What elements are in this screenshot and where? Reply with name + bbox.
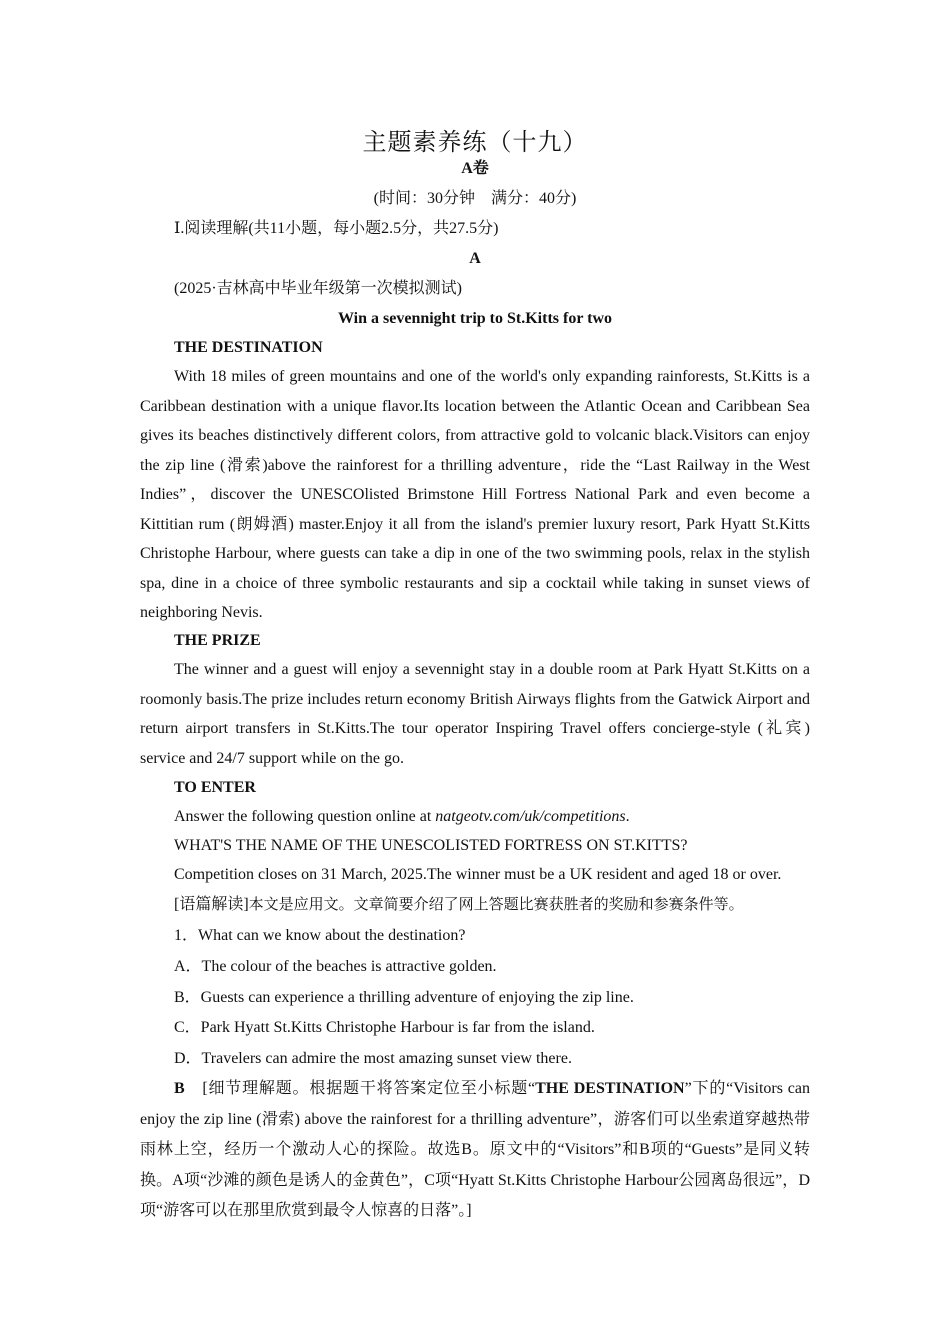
destination-paragraph (140, 362, 810, 628)
answer-explanation (140, 1074, 810, 1227)
option-d: D．Travelers can admire the most amazing sunset view there. (174, 1050, 572, 1067)
section-heading-note: (共11小题，每小题2.5分，共27.5分) (248, 220, 499, 237)
page-title: 主题素养练（十九） (362, 128, 588, 156)
part-label: A (469, 250, 481, 267)
question-stem: 1．What can we know about the destination? (174, 927, 466, 944)
enter-prefix: Answer the following question online at (174, 808, 436, 825)
enter-heading: TO ENTER (174, 779, 256, 796)
option-a: A．The colour of the beaches is attractive golden. (174, 958, 497, 975)
prize-text: The winner and a guest will enjoy a sevennight stay in a double room at Park Hyatt St.Kitts on a roomonly basis.The prize includes return economy British Airways flights from the Gatwick Airport and return airport transfers in St.Kitts.The tour operator Inspiring Travel offers concierge-style (礼宾) service and 24/7 support while on the go. (140, 661, 810, 767)
closing-note: Competition closes on 31 March, 2025.The winner must be a UK resident and aged 18 or over. (174, 866, 782, 883)
explanation-bold: THE DESTINATION (535, 1080, 685, 1097)
discourse-analysis (174, 893, 744, 916)
prize-heading: THE PRIZE (174, 632, 261, 649)
enter-url: natgeotv.com/uk/competitions (435, 808, 626, 825)
enter-instruction (174, 806, 630, 828)
option-c: C．Park Hyatt St.Kitts Christophe Harbour is far from the island. (174, 1019, 595, 1036)
source-note: (2025·吉林高中毕业年级第一次模拟测试) (174, 280, 462, 297)
enter-suffix: . (625, 808, 630, 825)
explanation-part-2: ”下的“Visitors can enjoy the zip line (滑索) above the rainforest for a thrilling adventure”，游客们可以坐索道穿越热带雨林上空，经历一个激动人心的探险。故选B。原文中的“Visitors”和B项的“Guests”是同义转换。A项“沙滩的颜色是诱人的金黄色”，C项“Hyatt St.Kitts Christophe Harbour公园离岛很远”，D项“游客可以在那里欣赏到最令人惊喜的日落”。] (140, 1080, 810, 1219)
competition-question: WHAT'S THE NAME OF THE UNESCOLISTED FORTRESS ON ST.KITTS? (174, 837, 688, 854)
explanation-paragraph (140, 1074, 810, 1227)
destination-text: With 18 miles of green mountains and one of the world's only expanding rainforests, St.Kitts is a Caribbean destination with a unique flavor.Its location between the Atlantic Ocean and Caribbean Sea gives its beaches distinctively different colors, from attractive gold to volcanic black.Visitors can enjoy the zip line (滑索)above the rainforest for a thrilling adventure，ride the “Last Railway in the West Indies”，discover the UNESCOlisted Brimstone Hill Fortress National Park and even become a Kittitian rum (朗姆酒) master.Enjoy it all from the island's premier luxury resort, Park Hyatt St.Kitts Christophe Harbour, where guests can take a dip in one of the two swimming pools, relax in the stylish spa, dine in a choice of three symbolic restaurants and sip a cocktail while taking in sunset views of neighboring Nevis. (140, 368, 810, 621)
analysis-label: [语篇解读] (174, 896, 249, 913)
prize-paragraph (140, 655, 810, 773)
analysis-text: 本文是应用文。文章简要介绍了网上答题比赛获胜者的奖励和参赛条件等。 (248, 895, 744, 913)
explanation-part-1: [细节理解题。根据题干将答案定位至小标题“ (202, 1080, 536, 1097)
destination-heading: THE DESTINATION (174, 339, 323, 356)
section-heading (174, 218, 498, 240)
answer-letter: B (174, 1080, 185, 1097)
section-heading-label: Ⅰ.阅读理解 (174, 220, 249, 237)
volume-label: A卷 (461, 160, 489, 177)
time-info: (时间：30分钟 满分：40分) (373, 190, 577, 207)
article-title: Win a sevennight trip to St.Kitts for two (337, 310, 613, 327)
option-b: B．Guests can experience a thrilling adventure of enjoying the zip line. (174, 989, 634, 1006)
